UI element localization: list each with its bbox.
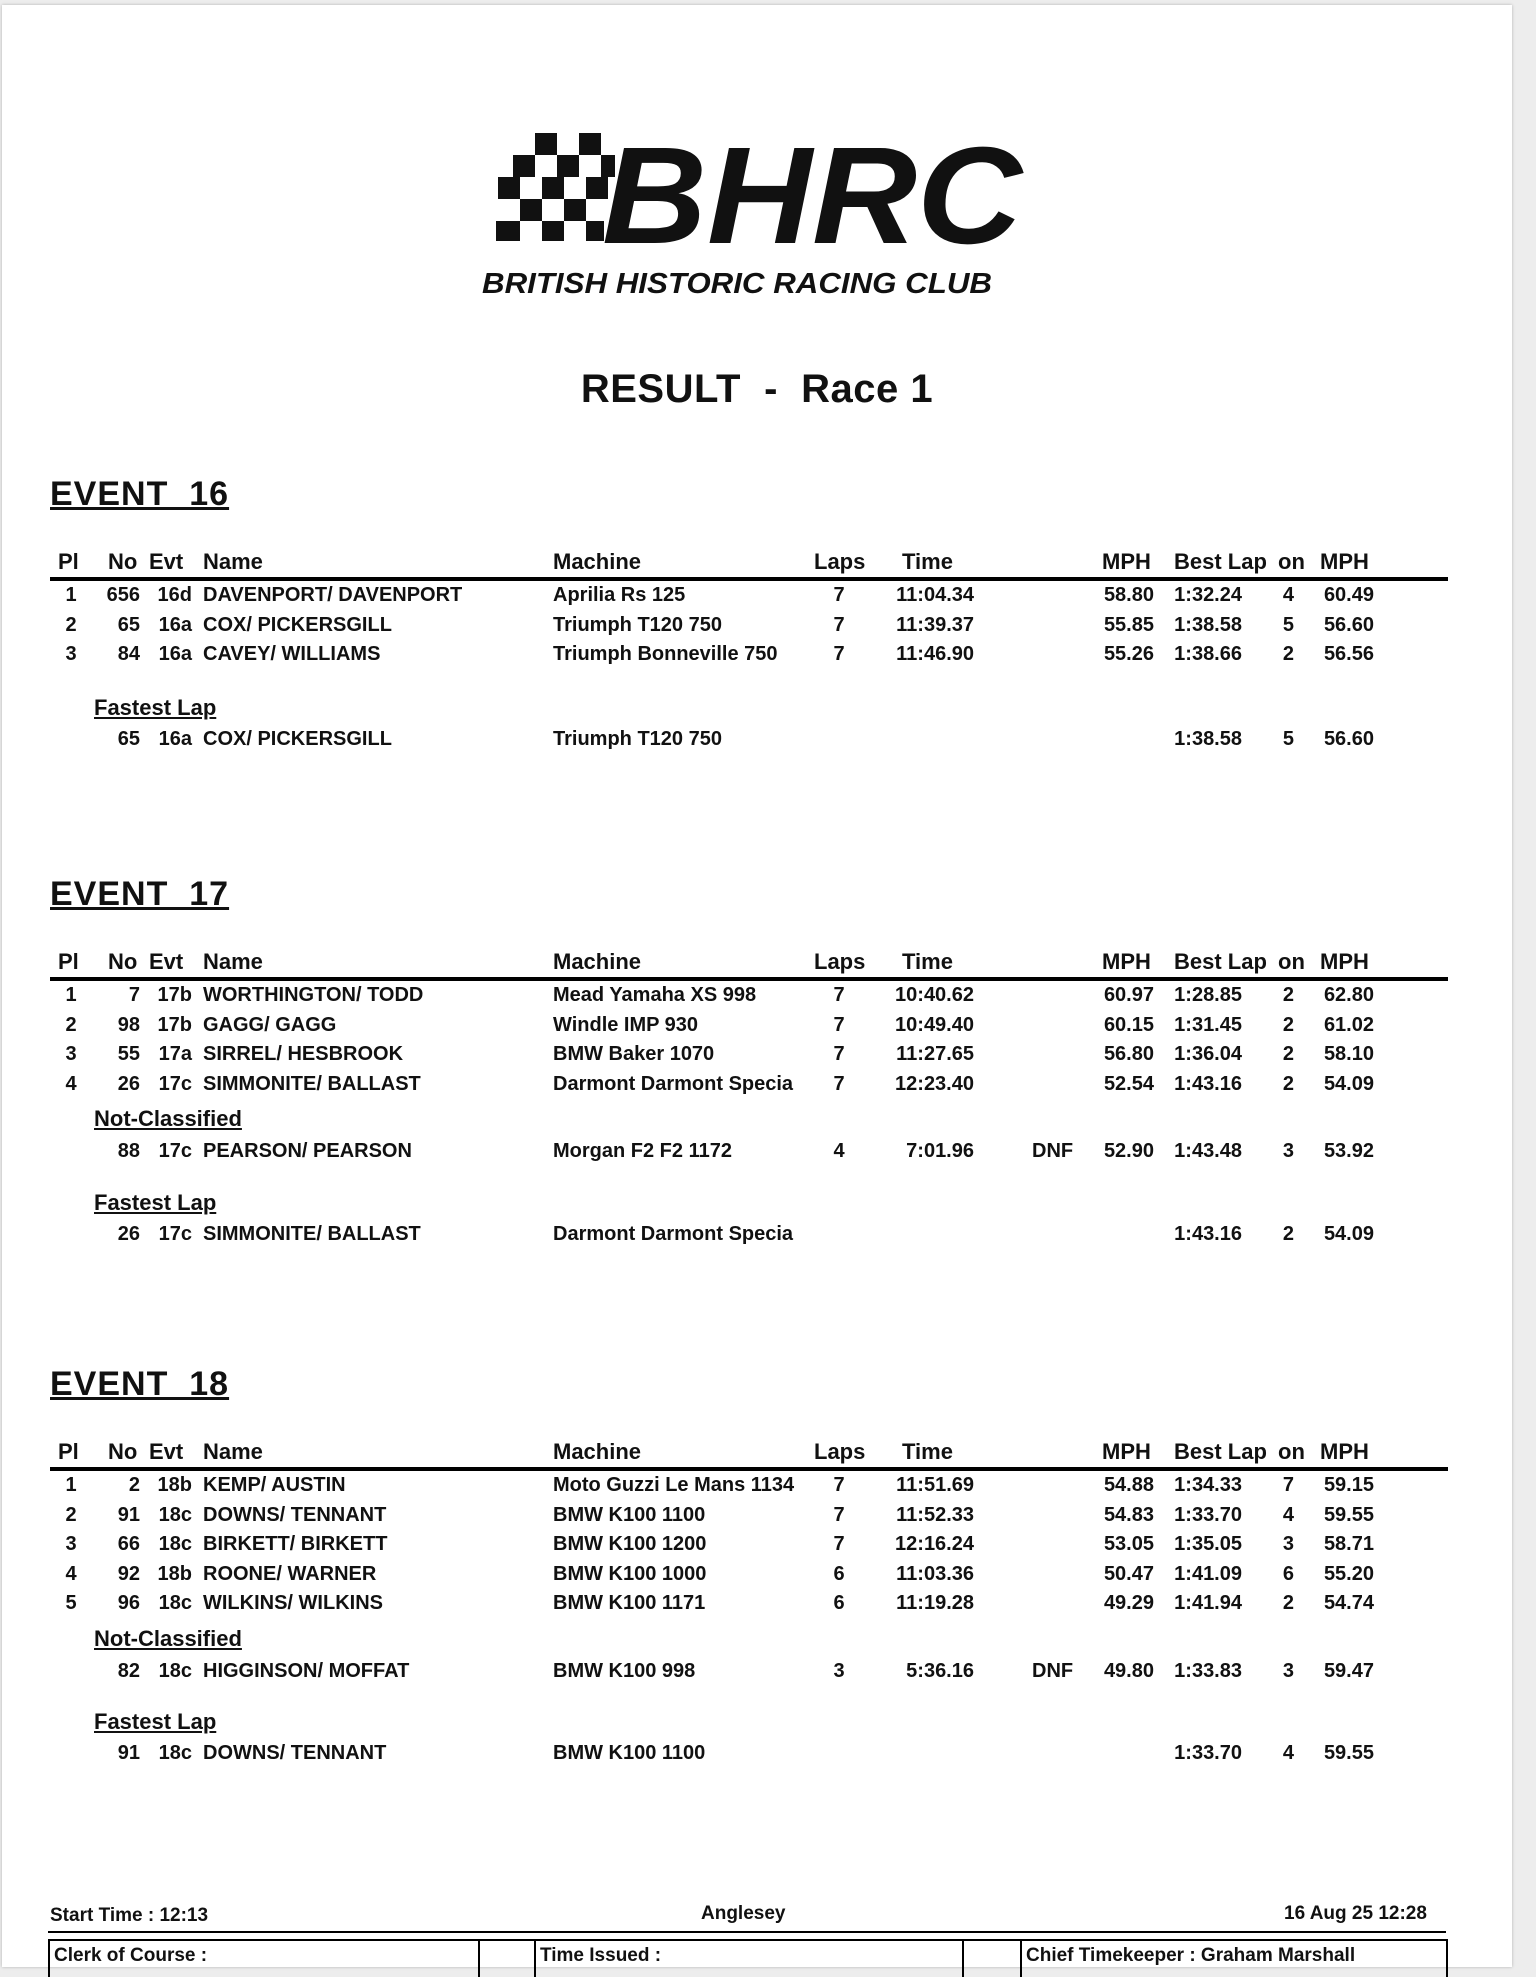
cell-time: 12:23.40 [895, 1072, 974, 1095]
col-header-mph: MPH [1102, 1439, 1151, 1464]
cell-pl: 2 [65, 1503, 77, 1526]
result-row [2, 643, 1512, 671]
cell-pl: 4 [65, 1562, 77, 1585]
result-row [2, 584, 1512, 612]
cell-best: 1:35.05 [1174, 1533, 1242, 1555]
col-header-time: Time [902, 949, 953, 974]
cell-laps: 7 [833, 1072, 845, 1095]
cell-name: KEMP/ AUSTIN [203, 1474, 346, 1496]
cell-machine: BMW K100 1200 [553, 1533, 707, 1555]
result-row [2, 1592, 1512, 1620]
cell-time: 12:16.24 [895, 1533, 974, 1555]
not-classified-label: Not-Classified [94, 1106, 242, 1131]
cell-best: 1:33.70 [1174, 1503, 1242, 1526]
cell-pl: 2 [65, 1013, 77, 1036]
cell-mph: 58.80 [1103, 584, 1154, 606]
cell-no: 26 [117, 1072, 140, 1095]
col-header-no: No [108, 1439, 138, 1464]
cell-laps: 3 [833, 1659, 845, 1682]
fastest-lap-row [2, 1742, 1512, 1770]
cell-evt: 18b [157, 1474, 192, 1496]
cell-name: CAVEY/ WILLIAMS [203, 643, 381, 665]
fastest-lap-label: Fastest Lap [94, 1709, 217, 1734]
cell-pl: 1 [65, 984, 77, 1006]
header-rule [50, 1467, 1448, 1471]
result-row [2, 614, 1512, 642]
result-row [2, 1563, 1512, 1591]
result-row [2, 1043, 1512, 1071]
cell-pl: 1 [65, 584, 77, 606]
cell-no: 98 [117, 1013, 140, 1036]
cell-on: 3 [1282, 1659, 1294, 1682]
cell-on: 2 [1282, 1013, 1294, 1036]
cell-evt: 18c [158, 1533, 192, 1555]
cell-no: 92 [117, 1562, 140, 1585]
cell-best: 1:38.58 [1174, 727, 1242, 750]
cell-mph2: 61.02 [1323, 1013, 1374, 1036]
fastest-lap-row [2, 1223, 1512, 1251]
cell-mph2: 54.74 [1323, 1592, 1374, 1614]
cell-name: COX/ PICKERSGILL [203, 727, 392, 750]
cell-no: 66 [117, 1533, 140, 1555]
col-header-machine: Machine [553, 549, 642, 574]
cell-on: 2 [1282, 1222, 1294, 1245]
cell-machine: BMW K100 1100 [553, 1742, 706, 1764]
cell-time: 11:39.37 [896, 613, 974, 636]
clerk-of-course-label: Clerk of Course : [54, 1945, 208, 1966]
cell-pl: 3 [65, 643, 77, 665]
cell-name: SIRREL/ HESBROOK [203, 1043, 404, 1065]
cell-machine: Mead Yamaha XS 998 [553, 984, 757, 1006]
cell-on: 5 [1282, 727, 1294, 750]
cell-evt: 16d [157, 584, 192, 606]
cell-time: 11:19.28 [896, 1592, 974, 1614]
cell-mph2: 59.55 [1323, 1742, 1374, 1764]
cell-machine: Darmont Darmont Specia [553, 1222, 794, 1245]
col-header-best_lap: Best Lap [1174, 949, 1267, 974]
cell-mph2: 56.56 [1323, 643, 1374, 665]
page-title: RESULT - Race 1 [580, 367, 934, 411]
cell-evt: 18c [158, 1659, 192, 1682]
cell-pl: 3 [65, 1043, 77, 1065]
cell-mph2: 56.60 [1323, 727, 1374, 750]
logo-mark: BHRC [602, 123, 1025, 273]
col-header-mph: MPH [1102, 949, 1151, 974]
result-row [2, 1073, 1512, 1101]
cell-mph: 60.97 [1103, 984, 1154, 1006]
cell-name: SIMMONITE/ BALLAST [203, 1072, 421, 1095]
cell-mph2: 54.09 [1323, 1222, 1374, 1245]
time-issued-box [534, 1939, 964, 1977]
cell-pl: 1 [65, 1474, 77, 1496]
cell-time: 11:51.69 [896, 1474, 974, 1496]
cell-best: 1:43.48 [1174, 1140, 1242, 1162]
cell-mph: 54.83 [1103, 1503, 1154, 1526]
cell-evt: 16a [158, 643, 192, 665]
cell-evt: 17b [157, 984, 192, 1006]
cell-no: 65 [117, 727, 140, 750]
cell-evt: 16a [158, 727, 192, 750]
cell-best: 1:43.16 [1174, 1072, 1242, 1095]
not-classified-label: Not-Classified [94, 1625, 242, 1651]
event-title: EVENT 17 [50, 875, 230, 913]
cell-on: 2 [1282, 1043, 1294, 1065]
col-header-on: on [1278, 549, 1305, 574]
cell-name: PEARSON/ PEARSON [203, 1140, 412, 1162]
cell-on: 5 [1282, 613, 1294, 636]
cell-laps: 7 [833, 1474, 845, 1496]
cell-on: 4 [1282, 1742, 1294, 1764]
cell-mph2: 53.92 [1323, 1140, 1374, 1162]
not-classified-row [2, 1660, 1512, 1688]
cell-pl: 3 [65, 1533, 77, 1555]
cell-laps: 7 [833, 584, 845, 606]
cell-mph2: 59.47 [1323, 1659, 1374, 1682]
cell-no: 84 [117, 643, 140, 665]
not-classified-row [2, 1140, 1512, 1168]
start-time: Start Time : 12:13 [50, 1905, 209, 1926]
cell-mph2: 58.10 [1323, 1043, 1374, 1065]
cell-best: 1:41.94 [1174, 1592, 1242, 1614]
col-header-time: Time [902, 549, 953, 574]
cell-on: 2 [1282, 643, 1294, 665]
cell-best: 1:28.85 [1174, 984, 1242, 1006]
column-header-row [2, 549, 1512, 577]
col-header-machine: Machine [553, 949, 642, 974]
cell-time: 10:40.62 [895, 984, 974, 1006]
cell-mph: 54.88 [1103, 1474, 1154, 1496]
cell-mph: 50.47 [1103, 1562, 1154, 1585]
cell-best: 1:36.04 [1174, 1043, 1242, 1065]
cell-mph: 55.26 [1103, 643, 1154, 665]
cell-best: 1:32.24 [1174, 584, 1242, 606]
cell-time: 10:49.40 [895, 1013, 974, 1036]
col-header-on: on [1278, 1439, 1305, 1464]
cell-name: WORTHINGTON/ TODD [203, 984, 424, 1006]
result-row [2, 1474, 1512, 1502]
cell-mph2: 58.71 [1323, 1533, 1374, 1555]
cell-evt: 17c [158, 1222, 192, 1245]
col-header-pl: Pl [58, 1439, 79, 1464]
cell-evt: 16a [158, 613, 192, 636]
cell-laps: 6 [833, 1592, 845, 1614]
cell-pl: 5 [65, 1592, 77, 1614]
cell-best: 1:34.33 [1174, 1474, 1242, 1496]
clerk-of-course-box [48, 1939, 480, 1977]
cell-machine: BMW K100 1100 [553, 1503, 706, 1526]
cell-name: BIRKETT/ BIRKETT [203, 1533, 388, 1555]
cell-name: COX/ PICKERSGILL [203, 613, 392, 636]
logo-subtitle: BRITISH HISTORIC RACING CLUB [482, 268, 992, 300]
report-datetime: 16 Aug 25 12:28 [1284, 1903, 1427, 1924]
cell-machine: Triumph Bonneville 750 [553, 643, 778, 665]
col-header-evt: Evt [149, 949, 184, 974]
cell-best: 1:43.16 [1174, 1222, 1242, 1245]
cell-mph: 55.85 [1103, 613, 1154, 636]
cell-machine: Moto Guzzi Le Mans 1134 [553, 1474, 795, 1496]
cell-mph: 53.05 [1103, 1533, 1154, 1555]
cell-time: 5:36.16 [906, 1659, 974, 1682]
cell-mph2: 60.49 [1323, 584, 1374, 606]
col-header-evt: Evt [149, 549, 184, 574]
chief-timekeeper-box [1020, 1939, 1448, 1977]
event-title: EVENT 16 [50, 475, 230, 513]
cell-no: 2 [128, 1474, 140, 1496]
cell-no: 656 [106, 584, 140, 606]
col-header-name: Name [203, 949, 263, 974]
cell-machine: Windle IMP 930 [553, 1013, 699, 1036]
cell-laps: 7 [833, 1013, 845, 1036]
cell-name: DAVENPORT/ DAVENPORT [203, 584, 463, 606]
cell-time: 11:27.65 [896, 1043, 974, 1065]
cell-name: SIMMONITE/ BALLAST [203, 1222, 421, 1245]
cell-evt: 17c [158, 1072, 192, 1095]
col-header-best_lap: Best Lap [1174, 1439, 1267, 1464]
cell-evt: 17b [157, 1013, 192, 1036]
cell-laps: 7 [833, 1503, 845, 1526]
cell-best: 1:38.58 [1174, 613, 1242, 636]
cell-laps: 7 [833, 613, 845, 636]
cell-on: 2 [1282, 984, 1294, 1006]
cell-machine: Morgan F2 F2 1172 [553, 1140, 732, 1162]
cell-time: 7:01.96 [906, 1140, 974, 1162]
col-header-time: Time [902, 1439, 953, 1464]
cell-on: 3 [1282, 1533, 1294, 1555]
result-row [2, 984, 1512, 1012]
cell-best: 1:33.83 [1174, 1659, 1242, 1682]
cell-time: 11:52.33 [896, 1503, 974, 1526]
cell-machine: BMW Baker 1070 [553, 1043, 715, 1065]
cell-laps: 6 [833, 1562, 845, 1585]
cell-no: 91 [117, 1742, 140, 1764]
cell-mph: 52.54 [1103, 1072, 1154, 1095]
cell-evt: 18b [157, 1562, 192, 1585]
cell-no: 82 [117, 1659, 140, 1682]
col-header-no: No [108, 549, 138, 574]
cell-laps: 7 [833, 1043, 845, 1065]
col-header-no: No [108, 949, 138, 974]
col-header-name: Name [203, 549, 263, 574]
column-header-row [2, 949, 1512, 977]
col-header-on: on [1278, 949, 1305, 974]
cell-laps: 4 [833, 1140, 845, 1162]
cell-machine: Triumph T120 750 [553, 727, 722, 750]
header-rule [50, 577, 1448, 581]
cell-machine: Darmont Darmont Specia [553, 1072, 794, 1095]
cell-time: 11:04.34 [896, 584, 974, 606]
bhrc-logo [482, 123, 1042, 303]
col-header-mph2: MPH [1320, 949, 1369, 974]
cell-name: DOWNS/ TENNANT [203, 1742, 387, 1764]
result-row [2, 1014, 1512, 1042]
venue: Anglesey [701, 1903, 786, 1924]
cell-name: ROONE/ WARNER [203, 1562, 377, 1585]
results-sheet [2, 5, 1512, 1967]
cell-name: GAGG/ GAGG [203, 1013, 337, 1036]
result-row [2, 1533, 1512, 1561]
cell-on: 2 [1282, 1592, 1294, 1614]
cell-on: 7 [1282, 1474, 1294, 1496]
cell-time: 11:03.36 [896, 1562, 974, 1585]
col-header-evt: Evt [149, 1439, 184, 1464]
cell-mph2: 59.15 [1323, 1474, 1374, 1496]
cell-on: 2 [1282, 1072, 1294, 1095]
fastest-lap-label: Fastest Lap [94, 694, 217, 720]
cell-evt: 18c [158, 1742, 192, 1764]
cell-time: 11:46.90 [896, 643, 974, 665]
cell-mph: 56.80 [1103, 1043, 1154, 1065]
cell-on: 4 [1282, 1503, 1294, 1526]
cell-machine: Aprilia Rs 125 [553, 584, 686, 606]
checkered-flag-icon [496, 133, 615, 241]
cell-no: 91 [117, 1503, 140, 1526]
cell-mph: 49.29 [1103, 1592, 1154, 1614]
cell-name: HIGGINSON/ MOFFAT [203, 1659, 410, 1682]
cell-status: DNF [1032, 1659, 1074, 1682]
cell-mph: 49.80 [1103, 1659, 1154, 1682]
cell-on: 6 [1282, 1562, 1294, 1585]
cell-status: DNF [1032, 1140, 1074, 1162]
cell-pl: 2 [65, 613, 77, 636]
cell-machine: BMW K100 1000 [553, 1562, 707, 1585]
cell-evt: 18c [158, 1503, 192, 1526]
cell-name: WILKINS/ WILKINS [203, 1592, 383, 1614]
cell-machine: BMW K100 1171 [553, 1592, 706, 1614]
fastest-lap-row [2, 728, 1512, 756]
header-rule [50, 977, 1448, 981]
cell-mph2: 62.80 [1323, 984, 1374, 1006]
cell-no: 96 [117, 1592, 140, 1614]
col-header-mph: MPH [1102, 549, 1151, 574]
cell-best: 1:38.66 [1174, 643, 1242, 665]
cell-evt: 17c [158, 1140, 192, 1162]
cell-no: 7 [128, 984, 140, 1006]
col-header-laps: Laps [814, 1439, 866, 1464]
cell-on: 3 [1282, 1140, 1294, 1162]
col-header-mph2: MPH [1320, 1439, 1369, 1464]
col-header-name: Name [203, 1439, 263, 1464]
cell-mph: 60.15 [1103, 1013, 1154, 1036]
column-header-row [2, 1439, 1512, 1467]
cell-laps: 7 [833, 984, 845, 1006]
cell-best: 1:31.45 [1174, 1013, 1242, 1036]
cell-mph: 52.90 [1103, 1140, 1154, 1162]
fastest-lap-label: Fastest Lap [94, 1189, 217, 1215]
cell-no: 88 [117, 1140, 140, 1162]
cell-no: 55 [117, 1043, 140, 1065]
cell-best: 1:41.09 [1174, 1562, 1242, 1585]
chief-timekeeper-label: Chief Timekeeper : Graham Marshall [1026, 1945, 1356, 1966]
cell-mph2: 54.09 [1323, 1072, 1374, 1095]
cell-pl: 4 [65, 1072, 77, 1095]
cell-best: 1:33.70 [1174, 1742, 1242, 1764]
col-header-laps: Laps [814, 549, 866, 574]
cell-machine: Triumph T120 750 [553, 613, 722, 636]
cell-on: 4 [1282, 584, 1294, 606]
cell-name: DOWNS/ TENNANT [203, 1503, 387, 1526]
cell-evt: 18c [158, 1592, 192, 1614]
col-header-mph2: MPH [1320, 549, 1369, 574]
cell-laps: 7 [833, 1533, 845, 1555]
col-header-machine: Machine [553, 1439, 642, 1464]
event-title: EVENT 18 [50, 1365, 230, 1403]
time-issued-label: Time Issued : [540, 1945, 662, 1966]
cell-no: 65 [117, 613, 140, 636]
result-row [2, 1504, 1512, 1532]
cell-mph2: 59.55 [1323, 1503, 1374, 1526]
col-header-pl: Pl [58, 949, 79, 974]
cell-mph2: 56.60 [1323, 613, 1374, 636]
cell-machine: BMW K100 998 [553, 1659, 696, 1682]
col-header-best_lap: Best Lap [1174, 549, 1267, 574]
col-header-laps: Laps [814, 949, 866, 974]
cell-laps: 7 [833, 643, 845, 665]
cell-no: 26 [117, 1222, 140, 1245]
col-header-pl: Pl [58, 549, 79, 574]
cell-evt: 17a [158, 1043, 192, 1065]
cell-mph2: 55.20 [1323, 1562, 1374, 1585]
